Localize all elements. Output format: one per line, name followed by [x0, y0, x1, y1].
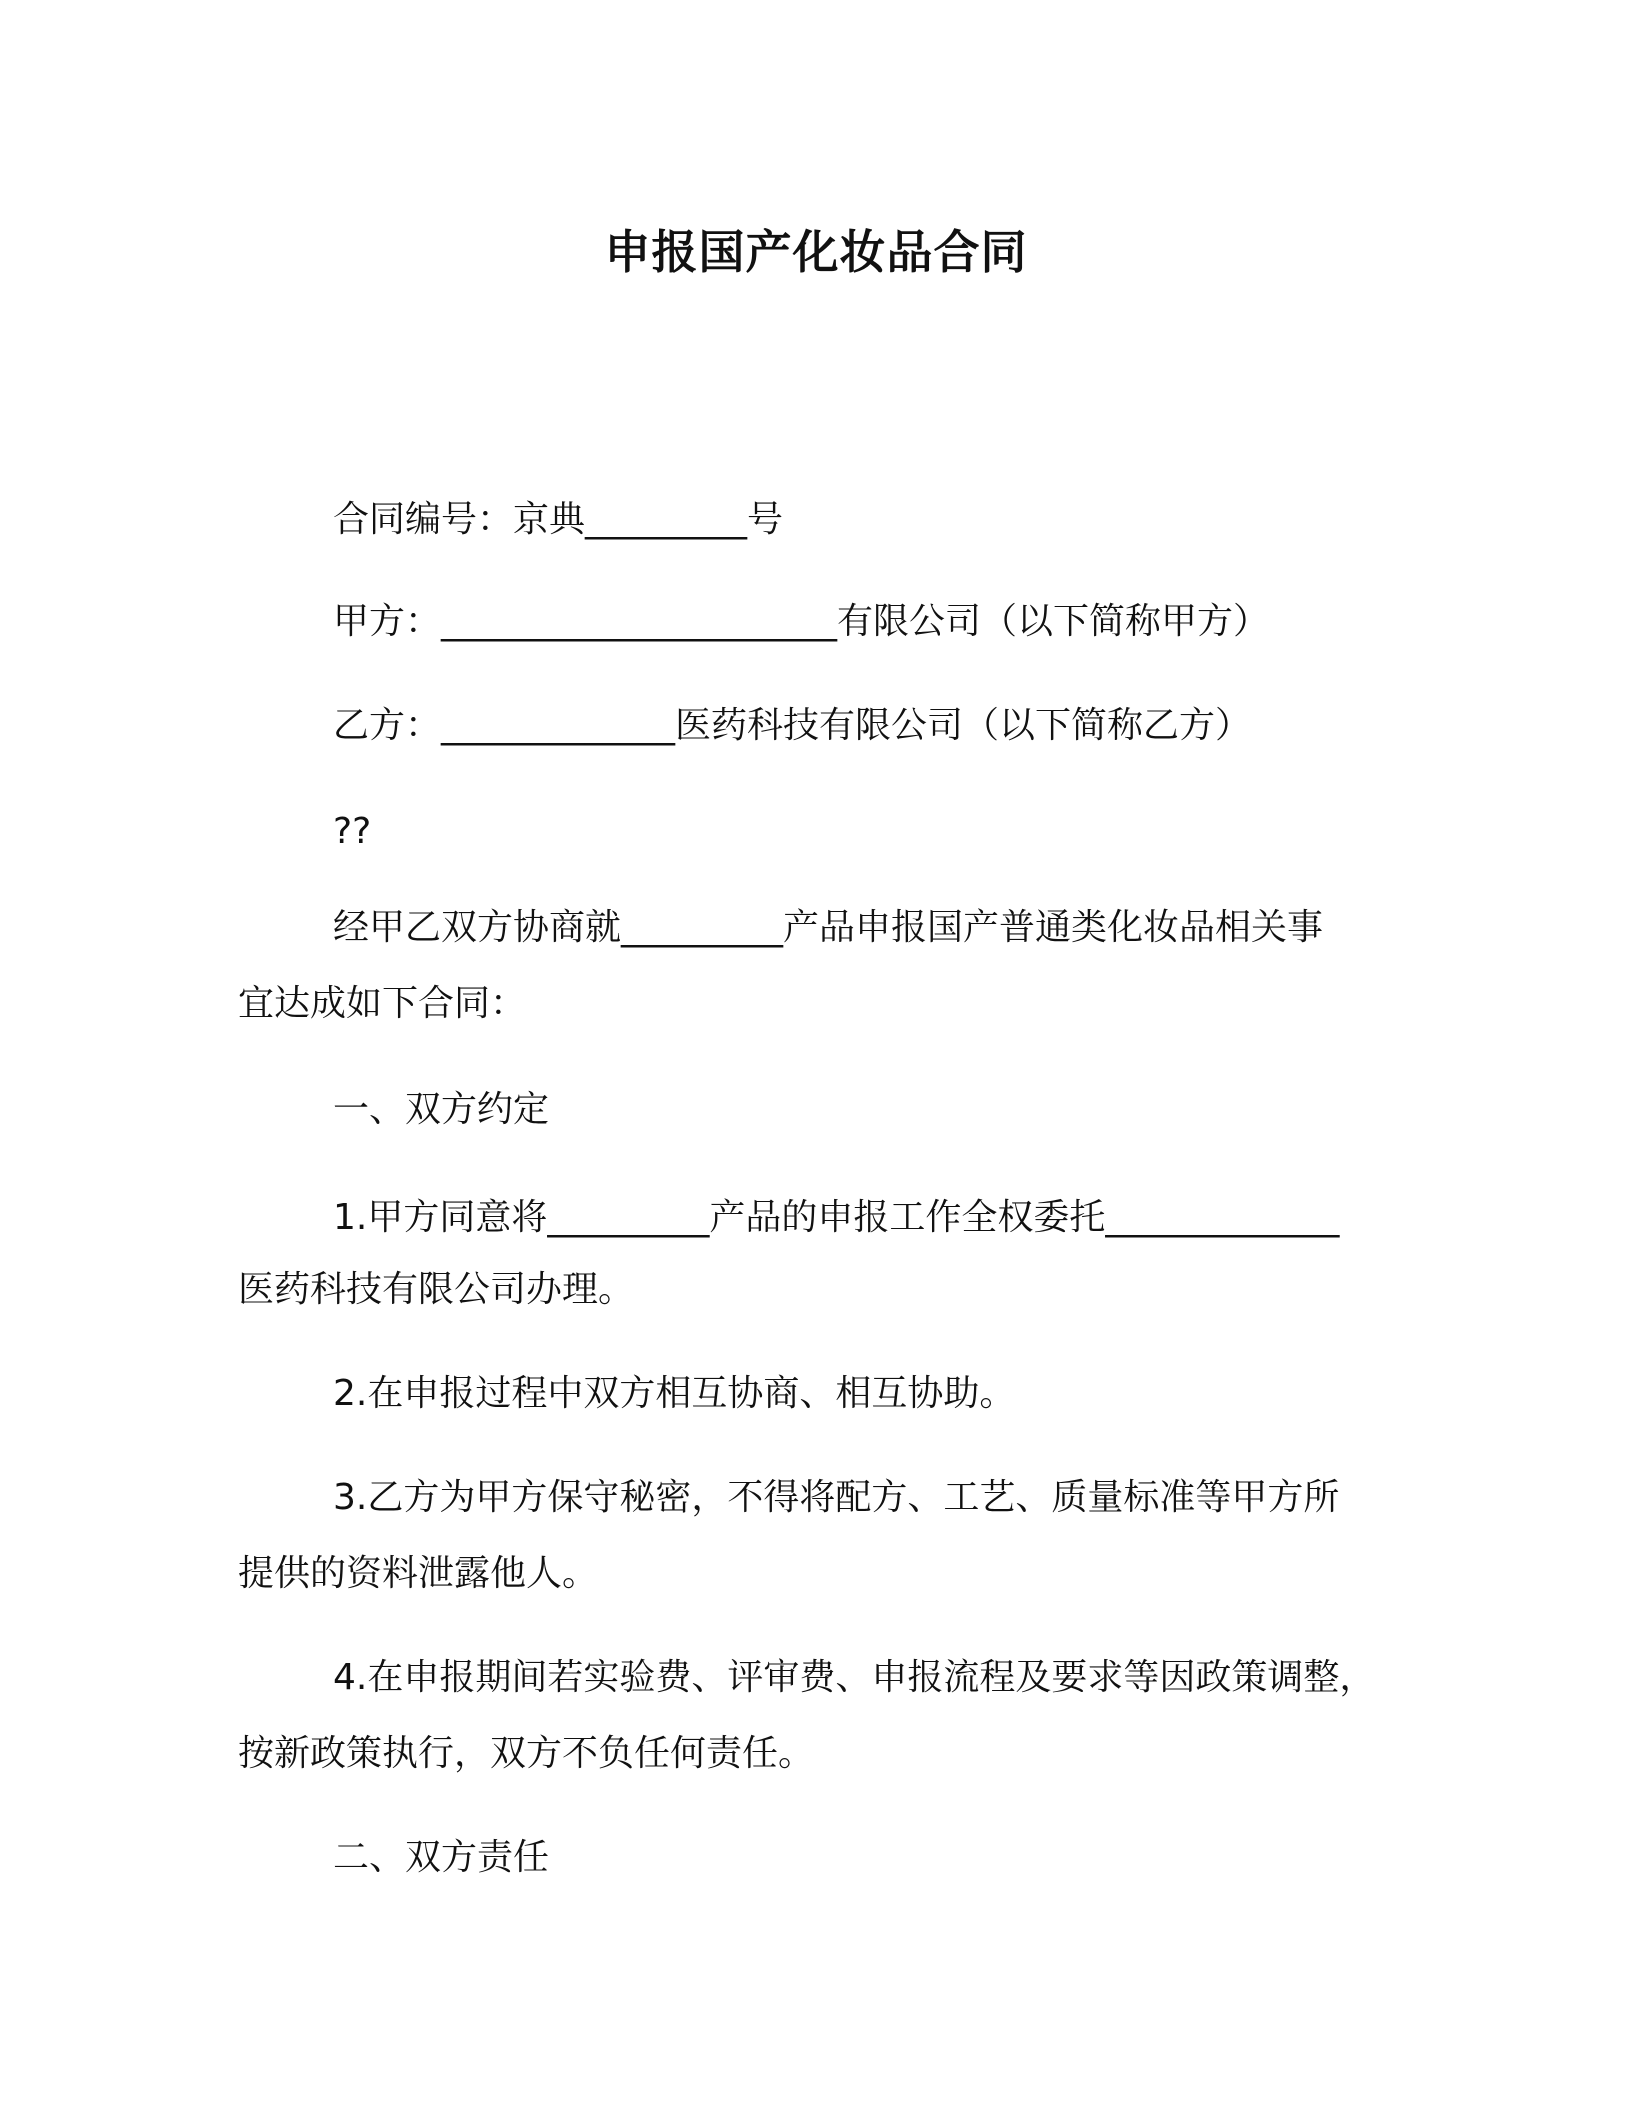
clause-1-line-2: 医药科技有限公司办理。 — [238, 1269, 635, 1310]
clause-3-line-1: 3.乙方为甲方保守秘密，不得将配方、工艺、质量标准等甲方所 — [333, 1477, 1340, 1518]
document-title: 申报国产化妆品合同 — [604, 225, 1028, 279]
section-heading-agreement: 一、双方约定 — [333, 1089, 550, 1130]
clause-2-line-1: 2.在申报过程中双方相互协商、相互协助。 — [333, 1373, 1016, 1414]
clause-1-line-1: 1.甲方同意将_________产品的申报工作全权委托_____________ — [333, 1197, 1340, 1238]
contract-number: 合同编号：京典_________号 — [333, 499, 784, 540]
section-heading-responsibilities: 二、双方责任 — [333, 1837, 550, 1878]
placeholder-marks: ?? — [333, 811, 372, 852]
clause-3-line-2: 提供的资料泄露他人。 — [238, 1553, 599, 1594]
clause-4-line-1: 4.在申报期间若实验费、评审费、申报流程及要求等因政策调整， — [333, 1657, 1376, 1698]
party-b-line: 乙方：_____________医药科技有限公司（以下简称乙方） — [333, 705, 1252, 746]
clause-4-line-2: 按新政策执行，双方不负任何责任。 — [238, 1733, 815, 1774]
intro-paragraph-line-2: 宜达成如下合同： — [238, 983, 527, 1024]
party-a-line: 甲方：______________________有限公司（以下简称甲方） — [333, 601, 1270, 642]
intro-paragraph-line-1: 经甲乙双方协商就_________产品申报国产普通类化妆品相关事 — [333, 907, 1324, 948]
